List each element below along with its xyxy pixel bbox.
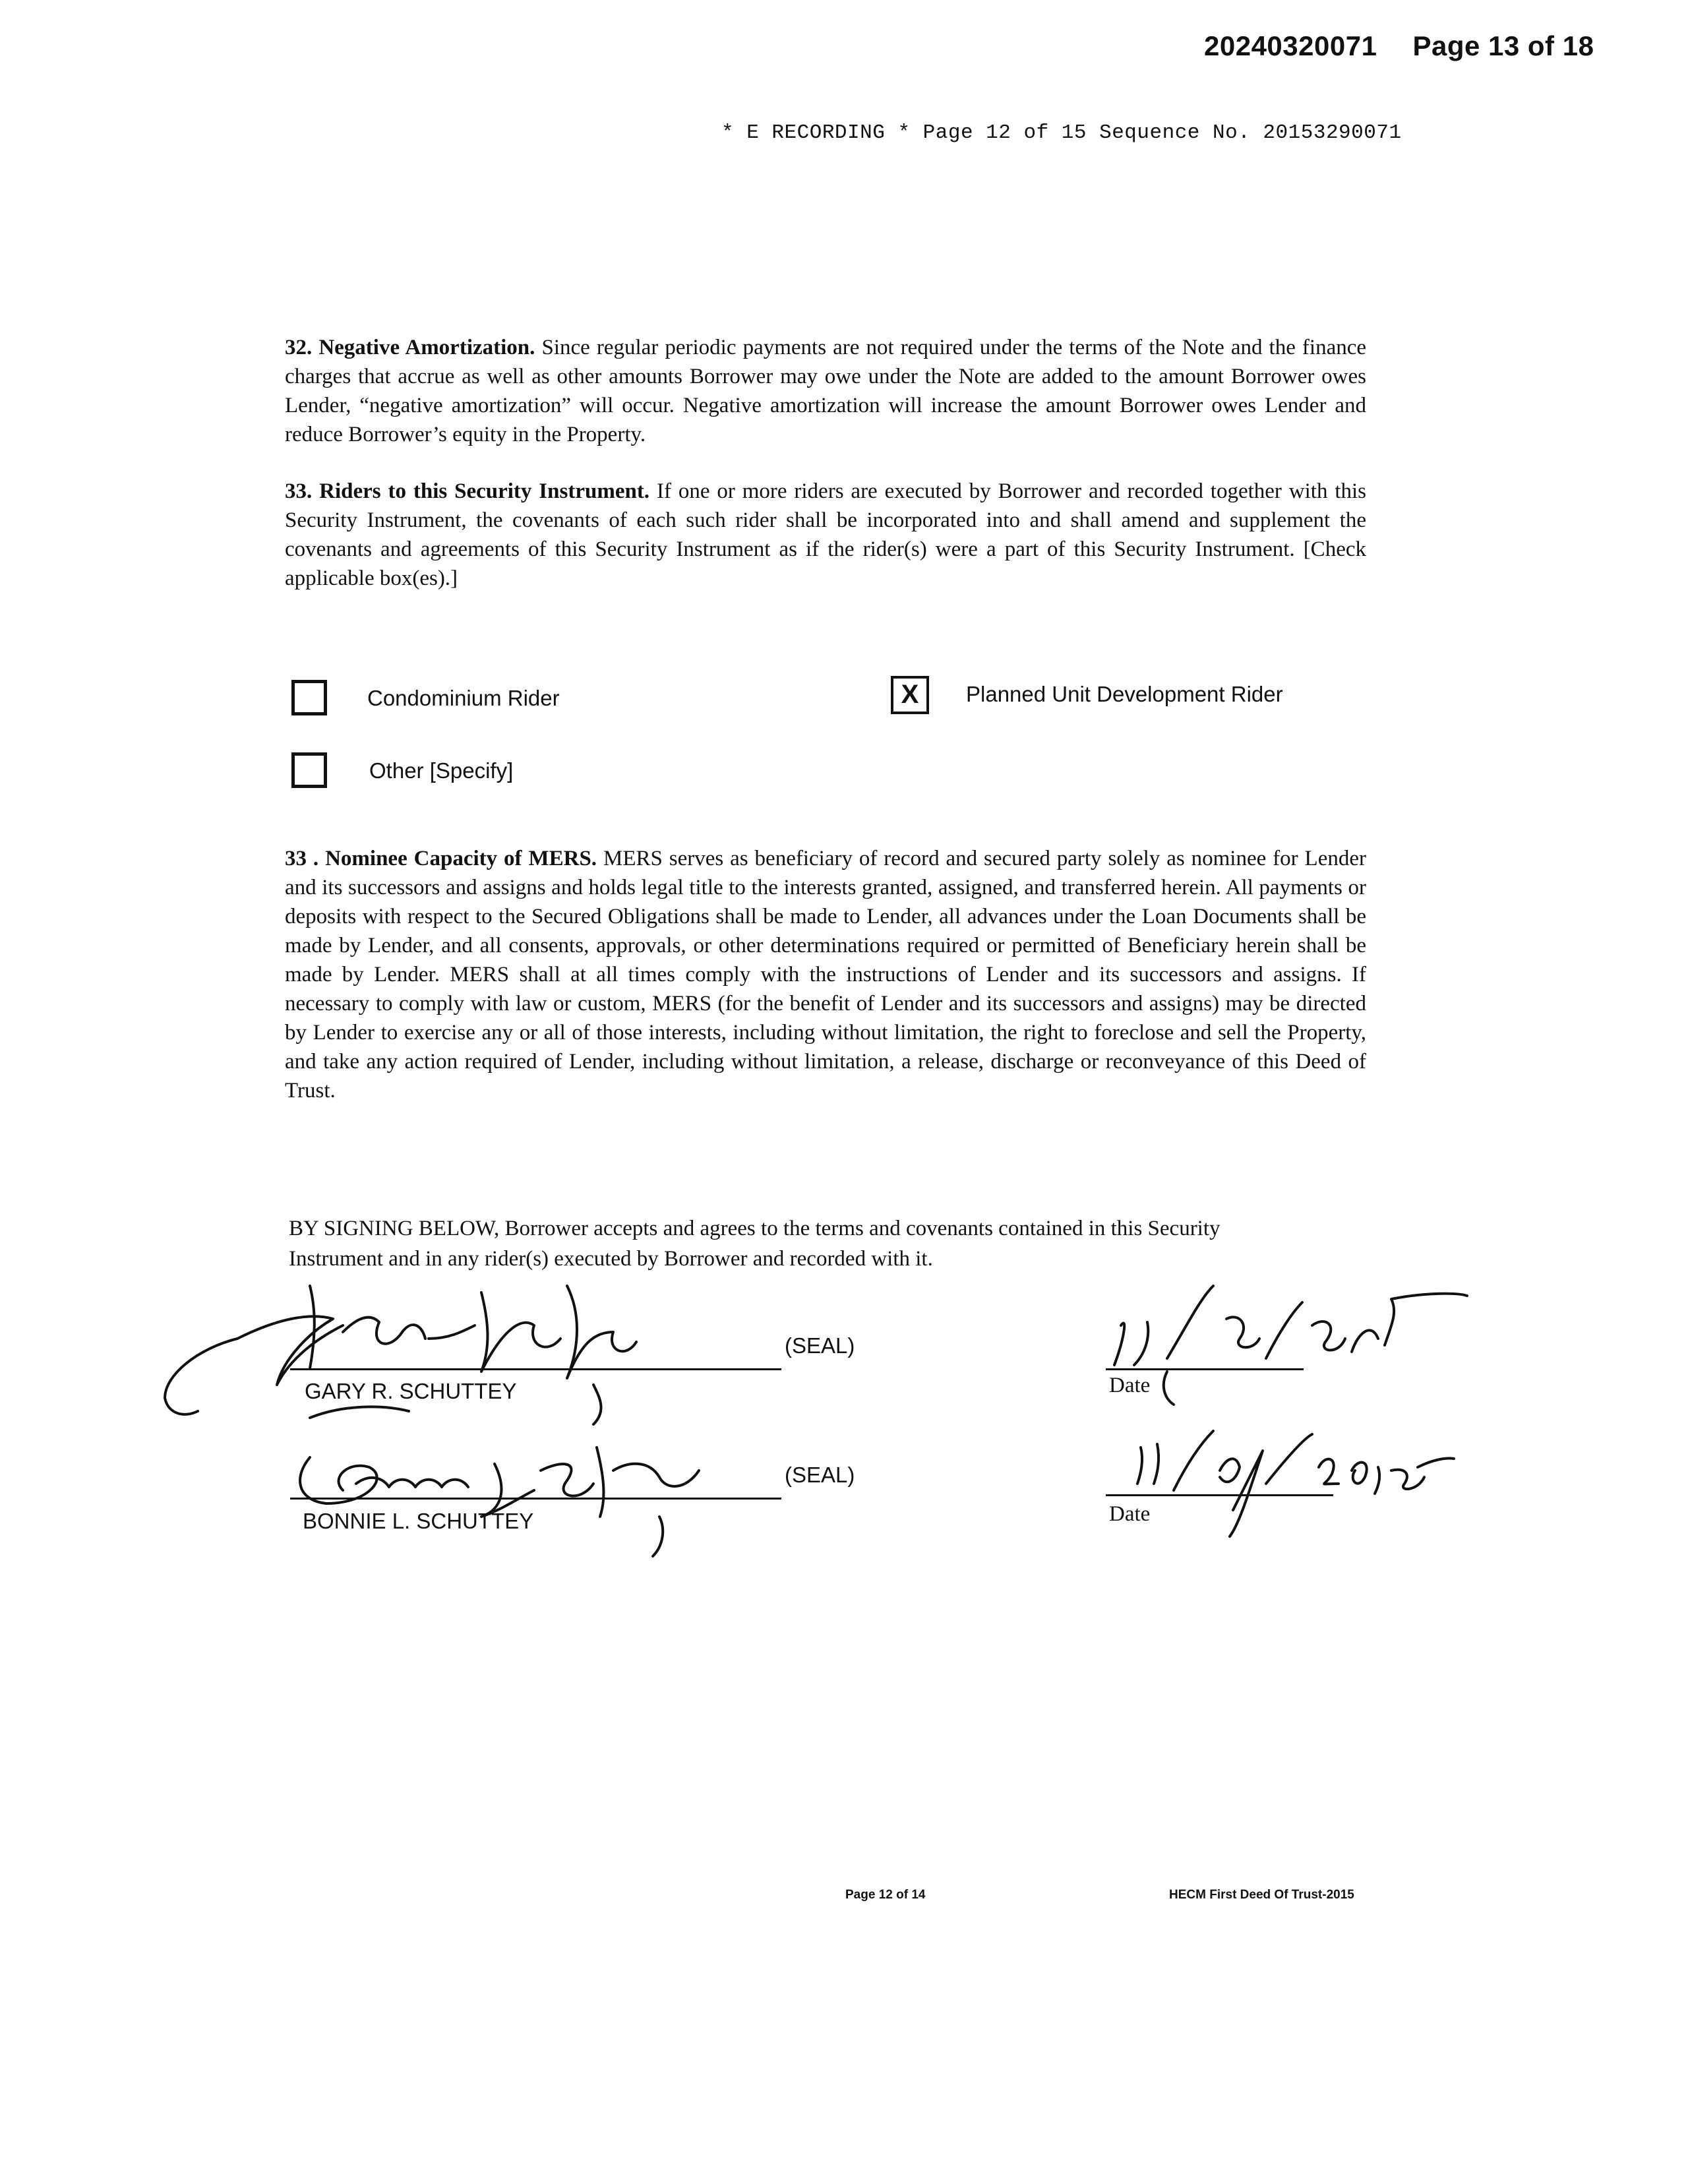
handwritten-date-1 <box>1114 1286 1467 1405</box>
section-number: 33. <box>285 479 313 503</box>
date-label: Date <box>1109 1502 1151 1526</box>
handwritten-date-2 <box>1137 1431 1454 1536</box>
bonnie-signature <box>300 1447 699 1556</box>
page-label: Page 13 of 18 <box>1412 30 1594 61</box>
section-heading: Negative Amortization. <box>318 336 535 359</box>
section-number: 32. <box>285 336 313 359</box>
e-recording-line: * E RECORDING * Page 12 of 15 Sequence No. 20153290071 <box>721 121 1402 144</box>
seal-label: (SEAL) <box>785 1333 855 1358</box>
section-number: 33 . <box>285 847 319 870</box>
condominium-rider-label: Condominium Rider <box>367 686 560 710</box>
signing-statement: BY SIGNING BELOW, Borrower accepts and agrees to the terms and covenants contained in this Security Instrument and in any rider(s) executed by Borrower and recorded with it. <box>289 1217 1221 1271</box>
seal-label: (SEAL) <box>785 1463 855 1487</box>
recording-number: 20240320071 <box>1204 30 1377 61</box>
footer-form-name: HECM First Deed Of Trust-2015 <box>1169 1888 1354 1902</box>
section-body: Since regular periodic payments are not required under the terms of the Note and the finance charges that accrue as well as other amounts Borrower may owe under the Note are added to the amount Borrower owes Lender, “negative amortization” will occur. Negative amortization will increase the amount Borrower owes Lender and reduce Borrower’s equity in the Property. <box>285 336 1367 446</box>
signer-name: BONNIE L. SCHUTTEY <box>303 1509 534 1533</box>
checkbox-x-mark: X <box>901 680 919 709</box>
date-label: Date <box>1109 1374 1151 1397</box>
pud-rider-label: Planned Unit Development Rider <box>966 682 1283 706</box>
section-body: If one or more riders are executed by Borrower and recorded together with this Security Instrument, the covenants of each such rider shall be incorporated into and shall amend and supplement the covenants and agreements of this Security Instrument as if the rider(s) were a part of this Security Instrument. [Check applicable box(es).] <box>285 479 1367 590</box>
other-rider-label: Other [Specify] <box>369 758 514 783</box>
section-body: MERS serves as beneficiary of record and secured party solely as nominee for Lender and its successors and assigns and holds legal title to the interests granted, assigned, and transferred herein. All payments or deposits with respect to the Secured Obligations shall be made to Lender, all advances under the Loan Documents shall be made by Lender, and all consents, approvals, or other determinations required or permitted of Beneficiary herein shall be made by Lender. MERS shall at all times comply with the instructions of Lender and its successors and assigns. If necessary to comply with law or custom, MERS (for the benefit of Lender and its successors and assigns) may be directed by Lender to exercise any or all of those interests, including without limitation, the right to foreclose and sell the Property, and take any action required of Lender, including without limitation, a release, discharge or reconveyance of this Deed of Trust. <box>285 847 1367 1103</box>
gary-signature <box>165 1286 636 1424</box>
footer-page-number: Page 12 of 14 <box>845 1888 926 1902</box>
signer-name: GARY R. SCHUTTEY <box>305 1379 517 1403</box>
section-heading: Riders to this Security Instrument. <box>319 479 650 503</box>
section-heading: Nominee Capacity of MERS. <box>325 847 597 870</box>
